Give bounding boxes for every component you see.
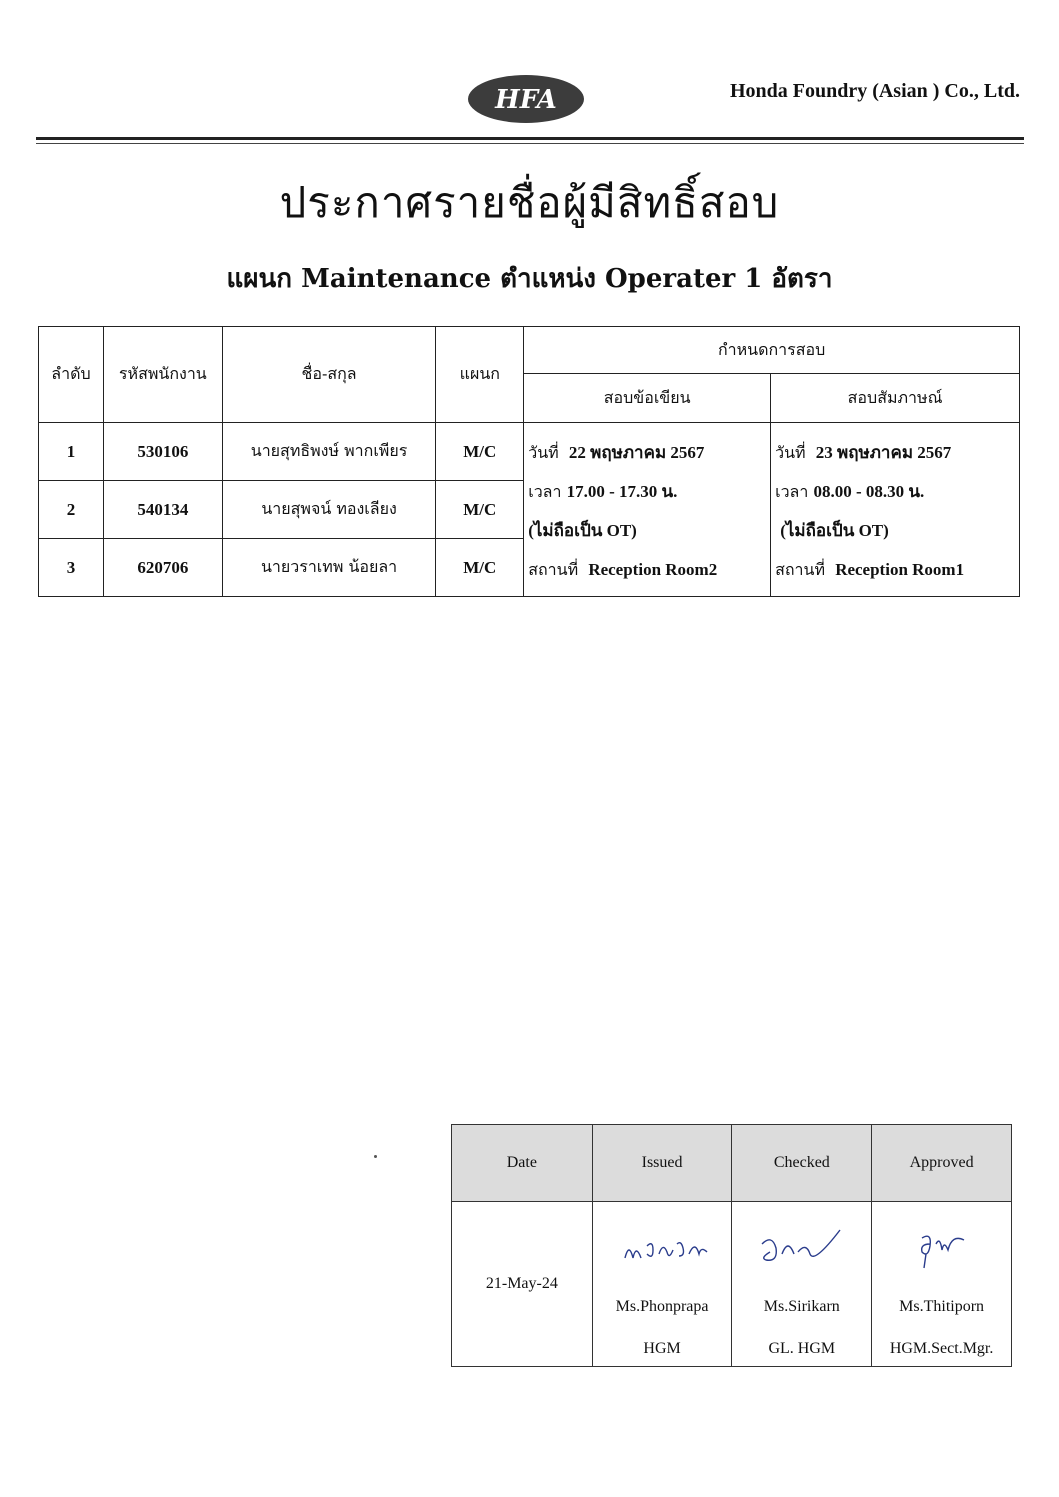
interview-date-label: วันที่ [775, 443, 806, 462]
cell-emp-id: 620706 [103, 539, 222, 597]
header-dept: แผนก [436, 327, 524, 423]
header-issued: Issued [592, 1125, 732, 1202]
header-checked: Checked [732, 1125, 872, 1202]
issued-cell [592, 1202, 732, 1367]
written-date-label: วันที่ [528, 443, 559, 462]
page-title: ประกาศรายชื่อผู้มีสิทธิ์สอบ [279, 178, 780, 227]
written-place: Reception Room2 [588, 560, 718, 579]
checked-name: Ms.Sirikarn [763, 1298, 840, 1315]
interview-place: Reception Room1 [835, 560, 965, 579]
candidate-table [38, 326, 1020, 597]
approved-role: HGM.Sect.Mgr. [889, 1340, 994, 1357]
scan-speck [374, 1155, 377, 1158]
cell-no: 1 [39, 423, 104, 481]
header-emp-id: รหัสพนักงาน [103, 327, 222, 423]
interview-schedule [771, 423, 1020, 597]
header-date: Date [452, 1125, 593, 1202]
interview-date: 23 พฤษภาคม 2567 [815, 443, 952, 462]
header-schedule: กำหนดการสอบ [524, 327, 1020, 374]
interview-note: (ไม่ถือเป็น OT) [780, 521, 889, 540]
written-date: 22 พฤษภาคม 2567 [568, 443, 705, 462]
signature-checked [742, 1224, 862, 1274]
cell-no: 2 [39, 481, 104, 539]
interview-place-label: สถานที่ [775, 560, 826, 579]
signature-issued [603, 1224, 723, 1274]
interview-time: 08.00 - 08.30 น. [813, 482, 925, 501]
header-divider-thin [36, 143, 1024, 144]
header-approved: Approved [872, 1125, 1012, 1202]
written-note: (ไม่ถือเป็น OT) [528, 521, 637, 540]
checked-cell [732, 1202, 872, 1367]
issued-name: Ms.Phonprapa [615, 1298, 709, 1315]
written-time: 17.00 - 17.30 น. [566, 482, 678, 501]
approval-table [451, 1124, 1012, 1367]
hfa-logo [466, 73, 586, 125]
interview-time-label: เวลา [775, 482, 809, 501]
header-name: ชื่อ-สกุล [222, 327, 436, 423]
cell-dept: M/C [436, 423, 524, 481]
header-divider [36, 137, 1024, 140]
table-row [39, 423, 1020, 481]
header-written: สอบข้อเขียน [524, 374, 771, 423]
issued-role: HGM [643, 1340, 681, 1357]
cell-no: 3 [39, 539, 104, 597]
written-time-label: เวลา [528, 482, 562, 501]
cell-name: นายวราเทพ น้อยลา [222, 539, 436, 597]
checked-role: GL. HGM [768, 1340, 836, 1357]
cell-emp-id: 530106 [103, 423, 222, 481]
written-exam-schedule [524, 423, 771, 597]
cell-name: นายสุพจน์ ทองเลียง [222, 481, 436, 539]
cell-emp-id: 540134 [103, 481, 222, 539]
approved-cell [872, 1202, 1012, 1367]
page-subtitle: แผนก Maintenance ตำแหน่ง Operater 1 อัตรา [226, 264, 833, 294]
header-interview: สอบสัมภาษณ์ [771, 374, 1020, 423]
company-name: Honda Foundry (Asian ) Co., Ltd. [729, 80, 1020, 102]
cell-name: นายสุทธิพงษ์ พากเพียร [222, 423, 436, 481]
signature-approved [882, 1224, 1002, 1274]
signoff-date: 21-May-24 [452, 1202, 593, 1367]
logo-text: HFA [495, 85, 557, 115]
approved-name: Ms.Thitiporn [899, 1298, 985, 1315]
cell-dept: M/C [436, 481, 524, 539]
cell-dept: M/C [436, 539, 524, 597]
written-place-label: สถานที่ [528, 560, 579, 579]
header-no: ลำดับ [39, 327, 104, 423]
